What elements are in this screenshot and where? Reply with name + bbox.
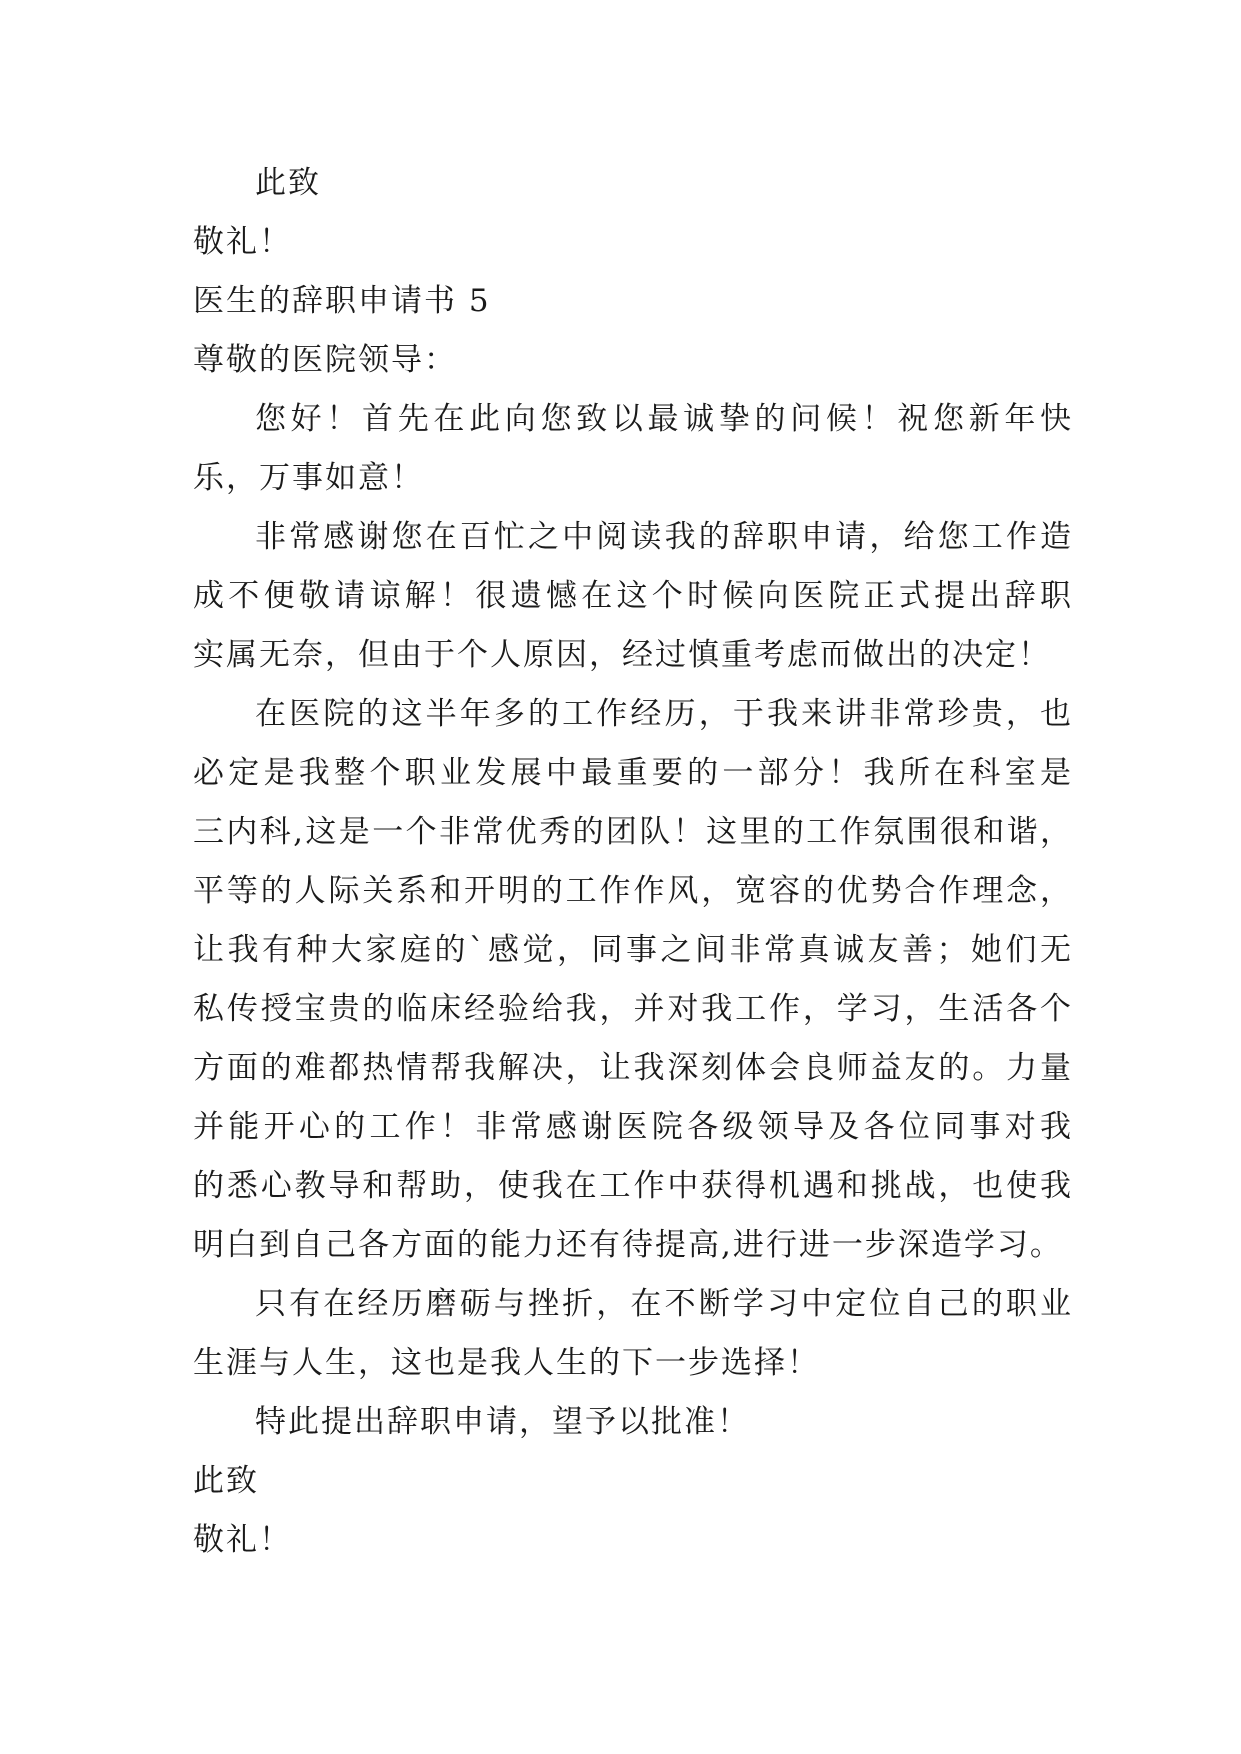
salute-2-line: 敬礼！ [193,1522,292,1558]
letter-title-line: 医生的辞职申请书 5 [193,283,491,319]
para-3-line: 方面的难都热情帮我解决，让我深刻体会良师益友的。力量 [193,1050,1073,1086]
para-3-line: 在医院的这半年多的工作经历，于我来讲非常珍贵，也 [255,696,1073,732]
para-3-line: 并能开心的工作！非常感谢医院各级领导及各位同事对我 [193,1109,1073,1145]
para-3-line: 明白到自己各方面的能力还有待提高,进行进一步深造学习。 [193,1227,1063,1263]
para-3-line: 的悉心教导和帮助，使我在工作中获得机遇和挑战，也使我 [193,1168,1073,1204]
salute-1-line: 敬礼！ [193,224,292,260]
para-5-line: 特此提出辞职申请，望予以批准！ [255,1404,750,1440]
para-3-line: 必定是我整个职业发展中最重要的一部分！我所在科室是 [193,755,1073,791]
para-1-line: 乐，万事如意！ [193,460,424,496]
para-3-line: 私传授宝贵的临床经验给我，并对我工作，学习，生活各个 [193,991,1073,1027]
para-2-line: 非常感谢您在百忙之中阅读我的辞职申请，给您工作造 [255,519,1073,555]
para-2-line: 成不便敬请谅解！很遗憾在这个时候向医院正式提出辞职 [193,578,1073,614]
para-3-line: 让我有种大家庭的`感觉，同事之间非常真诚友善；她们无 [193,932,1073,968]
para-3-line: 平等的人际关系和开明的工作作风，宽容的优势合作理念， [193,873,1073,909]
para-3-line: 三内科,这是一个非常优秀的团队！这里的工作氛围很和谐， [193,814,1073,850]
letter-body [193,154,1073,1570]
closing-1-line: 此致 [255,165,321,201]
closing-2-line: 此致 [193,1463,259,1499]
greeting-line: 尊敬的医院领导： [193,342,457,378]
para-4-line: 只有在经历磨砺与挫折，在不断学习中定位自己的职业 [255,1286,1073,1322]
para-1-line: 您好！首先在此向您致以最诚挚的问候！祝您新年快 [255,401,1073,437]
para-4-line: 生涯与人生，这也是我人生的下一步选择！ [193,1345,820,1381]
para-2-line: 实属无奈，但由于个人原因，经过慎重考虑而做出的决定！ [193,637,1051,673]
